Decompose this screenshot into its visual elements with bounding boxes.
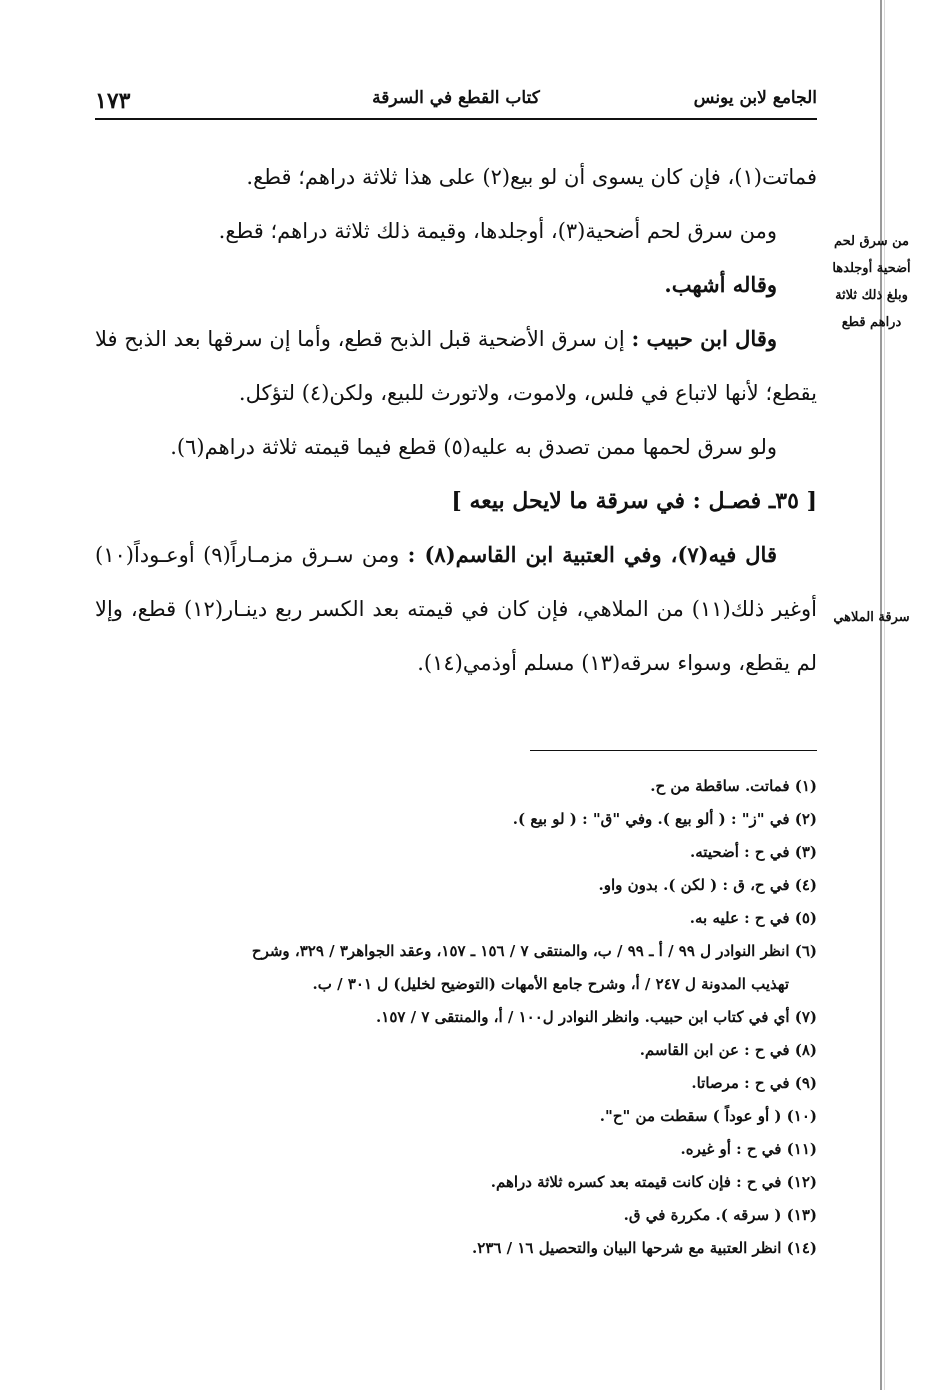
footnote: (٨) في ح : عن ابن القاسم. (639, 1041, 817, 1059)
footnote: (٧) أي في كتاب ابن حبيب. وانظر النوادر ل١٠٠ / أ، والمنتقى ٧ / ١٥٧. (376, 1008, 817, 1026)
footnote: (٤) في ح، ق : ( لكن ). بدون واو. (598, 876, 817, 894)
margin-note-line: أضحية أوجلدها (832, 261, 911, 276)
footnote: (٢) في "ز" : ( ألو بيع ). وفي "ق" : ( لو بيع ). (512, 810, 817, 828)
section-heading: [ ٣٥ـ فصـل : في سرقة ما لايحل بيعه ] (451, 488, 817, 514)
footnote: (١) فماتت. ساقطة من ح. (650, 777, 817, 795)
paragraph-text: إن سرق الأضحية قبل الذبح قطع، وأما إن سرقها بعد الذبح فلا يقطع؛ لأنها لاتباع في فلس، ولاموت، ولاتورث للبيع، ولكن(٤) لتؤكل. (95, 327, 817, 405)
main-text (95, 150, 817, 690)
paragraph-text: ومن سـرق مزمـاراً(٩) أوعـوداً(١٠) أوغير ذلك(١١) من الملاهي، فإن كان في قيمته بعد الكسر ربع دينـار(١٢) قطع، وإلا لم يقطع، وسواء سرقه(١٣) مسلم أوذمي(١٤). (95, 543, 817, 675)
footnote: (١١) في ح : أو غيره. (680, 1140, 817, 1158)
footnote: (١٠) ( أو عوداً ) سقطت من "ح". (599, 1107, 817, 1125)
paragraph: ومن سرق لحم أضحية(٣)، أوجلدها، وقيمة ذلك ثلاثة دراهم؛ قطع. (218, 219, 777, 243)
margin-note-line: وبلغ ذلك ثلاثة (835, 288, 908, 303)
footnote: (٥) في ح : عليه به. (689, 909, 817, 927)
running-header (95, 88, 817, 118)
footnotes (95, 770, 817, 1265)
header-rule (95, 118, 817, 120)
paragraph-lead: وقال ابن حبيب : (631, 326, 777, 351)
margin-note-line: من سرق لحم (833, 234, 910, 249)
paragraph-lead: قال فيه(٧)، وفي العتبية ابن القاسم(٨) : (407, 542, 777, 567)
footnote-continuation: تهذيب المدونة ل ٢٤٧ / أ، وشرح جامع الأمهات (التوضيح لخليل) ل ٣٠١ / ب. (312, 975, 789, 993)
page-number: ١٧٣ (95, 88, 131, 114)
footnote-rule (530, 750, 817, 751)
paragraph: وقاله أشهب. (664, 272, 777, 297)
footnote: (١٢) في ح : فإن كانت قيمته بعد كسره ثلاثة دراهم. (490, 1173, 817, 1191)
paragraph: ولو سرق لحمها ممن تصدق به عليه(٥) قطع فيما قيمته ثلاثة دراهم(٦). (170, 435, 777, 459)
book-title: الجامع لابن يونس (693, 88, 817, 108)
chapter-title: كتاب القطع في السرقة (372, 88, 540, 108)
footnote: (٩) في ح : مرصاتا. (691, 1074, 817, 1092)
page-edge-shadow (884, 0, 885, 1390)
margin-note-sacrifice-meat (809, 228, 934, 336)
footnote: (٣) في ح : أضحيته. (690, 843, 817, 861)
paragraph: فماتت(١)، فإن كان يسوى أن لو بيع(٢) على هذا ثلاثة دراهم؛ قطع. (246, 165, 817, 189)
paragraph (95, 528, 817, 690)
paragraph (95, 312, 817, 420)
footnote: (١٤) انظر العتبية مع شرحها البيان والتحصيل ١٦ / ٢٣٦. (472, 1239, 817, 1257)
margin-note-instruments (809, 604, 934, 631)
margin-note-line: سرقة الملاهي (833, 610, 910, 625)
footnote: (١٣) ( سرقه ). مكررة في ق. (623, 1206, 817, 1224)
footnote: (٦) انظر النوادر ل ٩٩ / أ ـ ٩٩ / ب، والمنتقى ٧ / ١٥٦ ـ ١٥٧، وعقد الجواهر٣ / ٣٢٩، وشرح (251, 942, 817, 960)
margin-note-line: دراهم قطع (841, 315, 902, 330)
page-edge-line (880, 0, 882, 1390)
